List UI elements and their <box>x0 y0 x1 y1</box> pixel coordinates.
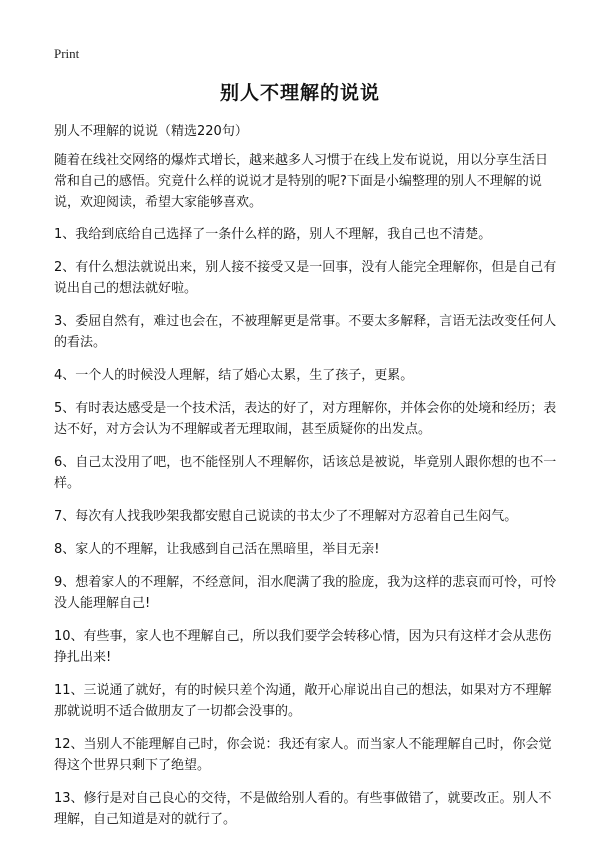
list-item: 9、想着家人的不理解，不经意间，泪水爬满了我的脸庞，我为这样的悲哀而可怜，可怜没人能理解自己! <box>54 575 557 611</box>
list-item: 10、有些事，家人也不理解自己，所以我们要学会转移心情，因为只有这样才会从悲伤挣扎出来! <box>54 629 552 665</box>
list-item: 11、三说通了就好，有的时候只差个沟通，敞开心扉说出自己的想法，如果对方不理解那就说明不适合做朋友了一切都会没事的。 <box>54 683 552 719</box>
document-subtitle: 别人不理解的说说（精选220句） <box>54 124 248 139</box>
list-item: 12、当别人不能理解自己时，你会说：我还有家人。而当家人不能理解自己时，你会觉得这个世界只剩下了绝望。 <box>54 737 552 773</box>
list-item: 3、委屈自然有，难过也会在，不被理解更是常事。不要太多解释，言语无法改变任何人的看法。 <box>54 314 557 350</box>
list-item: 8、家人的不理解，让我感到自己活在黑暗里，举目无亲! <box>54 542 380 557</box>
list-item: 13、修行是对自己良心的交待，不是做给别人看的。有些事做错了，就要改正。别人不理解，自己知道是对的就行了。 <box>54 791 552 827</box>
list-item: 7、每次有人找我吵架我都安慰自己说读的书太少了不理解对方忍着自己生闷气。 <box>54 509 518 524</box>
page-title: 别人不理解的说说 <box>219 82 380 104</box>
list-item: 4、一个人的时候没人理解，结了婚心太累，生了孩子，更累。 <box>54 368 414 383</box>
list-item: 2、有什么想法就说出来，别人接不接受又是一回事，没有人能完全理解你，但是自己有说出自己的想法就好啦。 <box>54 260 557 296</box>
list-item: 6、自己太没用了吧，也不能怪别人不理解你，话该总是被说，毕竟别人跟你想的也不一样。 <box>54 455 557 491</box>
print-link[interactable]: Print <box>54 46 80 61</box>
list-item: 5、有时表达感受是一个技术活，表达的好了，对方理解你，并体会你的处境和经历；表达不好，对方会认为不理解或者无理取闹，甚至质疑你的出发点。 <box>54 401 557 437</box>
document-body <box>54 150 560 842</box>
intro-paragraph: 随着在线社交网络的爆炸式增长，越来越多人习惯于在线上发布说说，用以分享生活日常和自己的感悟。究竟什么样的说说才是特别的呢?下面是小编整理的别人不理解的说说，欢迎阅读，希望大家能够喜欢。 <box>54 153 549 210</box>
list-item: 1、我给到底给自己选择了一条什么样的路，别人不理解，我自己也不清楚。 <box>54 227 492 242</box>
